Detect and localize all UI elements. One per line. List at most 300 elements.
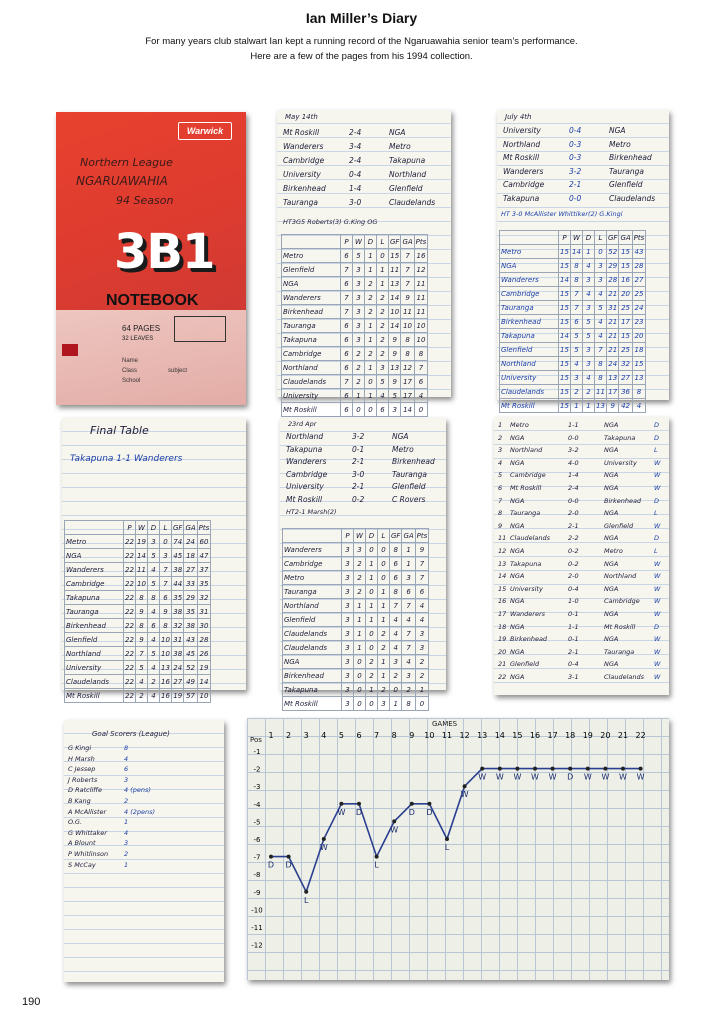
stat-cell: 1: [402, 557, 415, 571]
final-table-page-photo: [62, 418, 246, 700]
table-header-cell: W: [354, 529, 366, 543]
stat-cell: 15: [559, 357, 571, 371]
stat-cell: 11: [414, 291, 428, 305]
table-header-cell: GA: [619, 231, 632, 245]
stat-cell: 6: [402, 585, 415, 599]
stat-cell: 25: [619, 301, 632, 315]
stat-cell: 2: [366, 669, 378, 683]
july-scorers: HT 3-0 McAllister Whittiker(2) G.Kingi: [501, 210, 623, 218]
score: 1-4: [349, 184, 362, 193]
team-name: Birkenhead: [282, 305, 341, 319]
team-name: Birkenhead: [500, 315, 559, 329]
team-name: Glenfield: [65, 633, 124, 647]
game-number: 5: [498, 471, 503, 480]
x-tick-label: 22: [635, 731, 646, 740]
stat-cell: 0: [366, 627, 378, 641]
away-team: NGA: [389, 128, 406, 137]
home-team: Wanderers: [283, 142, 324, 151]
table-header-row: [500, 231, 646, 245]
home-team: Northland: [510, 446, 543, 455]
table-row: [283, 557, 429, 571]
score: 2-1: [568, 521, 579, 530]
result-letter: W: [513, 772, 522, 782]
stat-cell: 0: [415, 697, 429, 711]
team-name: Claudelands: [283, 641, 342, 655]
stat-cell: 22: [124, 633, 136, 647]
home-team: Takapuna: [510, 559, 542, 568]
stat-cell: 1: [378, 585, 390, 599]
away-team: Birkenhead: [392, 457, 435, 466]
stat-cell: 2: [571, 385, 583, 399]
away-team: Glenfield: [389, 184, 423, 193]
stat-cell: 9: [607, 399, 619, 413]
stat-cell: 22: [124, 591, 136, 605]
result-letter: D: [285, 860, 292, 870]
stat-cell: 2: [378, 641, 390, 655]
stat-cell: 3: [342, 683, 354, 697]
position-point: [445, 837, 449, 841]
table-row: [282, 305, 428, 319]
stat-cell: 1: [378, 655, 390, 669]
stat-cell: 4: [415, 599, 429, 613]
stat-cell: 6: [341, 249, 353, 263]
stat-cell: 1: [366, 599, 378, 613]
score: 3-2: [568, 446, 579, 455]
score: 2-4: [349, 128, 362, 137]
scorer-goals: 1: [124, 860, 129, 869]
stat-cell: 22: [124, 661, 136, 675]
x-tick-label: 20: [600, 731, 611, 740]
stat-cell: 9: [160, 605, 172, 619]
table-row: [500, 301, 646, 315]
table-row: [283, 655, 429, 669]
table-header-cell: P: [559, 231, 571, 245]
table-header-cell: L: [160, 521, 172, 535]
stat-cell: 11: [401, 305, 414, 319]
table-header-cell: L: [377, 235, 389, 249]
position-point: [498, 767, 502, 771]
stat-cell: 6: [341, 403, 353, 417]
stat-cell: 5: [389, 389, 401, 403]
table-row: [500, 287, 646, 301]
team-name: Cambridge: [65, 577, 124, 591]
table-row: [500, 371, 646, 385]
stat-cell: 43: [184, 633, 197, 647]
away-team: Glenfield: [392, 482, 426, 491]
team-name: Cambridge: [282, 347, 341, 361]
y-tick-label: -5: [253, 818, 261, 827]
team-name: Wanderers: [500, 273, 559, 287]
stat-cell: 3: [353, 333, 365, 347]
stat-cell: 3: [342, 571, 354, 585]
scorer-name: H Marsh: [68, 754, 95, 763]
score: 2-1: [568, 647, 579, 656]
stat-cell: 9: [389, 375, 401, 389]
result: W: [654, 647, 661, 656]
stat-cell: 6: [390, 571, 402, 585]
stat-cell: 10: [414, 333, 428, 347]
table-header-cell: L: [378, 529, 390, 543]
stat-cell: 4: [595, 287, 607, 301]
team-name: Northland: [65, 647, 124, 661]
stat-cell: 2: [365, 277, 377, 291]
away-team: NGA: [604, 421, 619, 429]
team-name: NGA: [283, 655, 342, 669]
home-team: University: [283, 170, 321, 179]
home-team: Wanderers: [503, 166, 544, 176]
position-point: [269, 855, 273, 859]
score: 0-0: [569, 193, 582, 203]
graph-pos-label: Pos: [250, 736, 262, 744]
stat-cell: 6: [160, 591, 172, 605]
stat-cell: 3: [148, 535, 160, 549]
stat-cell: 3: [353, 291, 365, 305]
table-header-cell: [65, 521, 124, 535]
result-letter: W: [319, 843, 328, 852]
table-row: [500, 245, 646, 259]
stat-cell: 26: [197, 647, 211, 661]
x-tick-label: 19: [582, 731, 593, 740]
stat-cell: 13: [595, 399, 607, 413]
stat-cell: 9: [389, 347, 401, 361]
stat-cell: 32: [172, 619, 184, 633]
stat-cell: 22: [124, 689, 136, 703]
stat-cell: 3: [389, 403, 401, 417]
stat-cell: 4: [583, 259, 595, 273]
result: D: [654, 534, 660, 543]
stat-cell: 28: [632, 259, 646, 273]
stat-cell: 4: [136, 675, 148, 689]
stat-cell: 3: [342, 655, 354, 669]
stat-cell: 3: [415, 627, 429, 641]
away-team: NGA: [604, 509, 619, 518]
stat-cell: 6: [571, 315, 583, 329]
score: 2-4: [568, 484, 579, 492]
stat-cell: 7: [390, 599, 402, 613]
may-header: May 14th: [285, 113, 318, 121]
team-name: Tauranga: [500, 301, 559, 315]
table-row: [283, 585, 429, 599]
stat-cell: 5: [148, 549, 160, 563]
table-header-cell: D: [583, 231, 595, 245]
stat-cell: 3: [342, 669, 354, 683]
stat-cell: 3: [342, 697, 354, 711]
team-name: University: [65, 661, 124, 675]
stat-cell: 16: [619, 273, 632, 287]
result-letter: W: [619, 772, 627, 782]
subtitle-line-1: For many years club stalwart Ian kept a running record of the Ngaruawahia senior team’s performance.: [145, 36, 578, 47]
table-row: [282, 263, 428, 277]
table-row: [65, 661, 211, 675]
team-name: Wanderers: [65, 563, 124, 577]
stat-cell: 7: [160, 563, 172, 577]
stat-cell: 4: [390, 641, 402, 655]
table-header-cell: Pts: [414, 235, 428, 249]
stat-cell: 4: [148, 689, 160, 703]
table-header-cell: Pts: [632, 231, 646, 245]
position-point: [603, 767, 607, 771]
stat-cell: 0: [353, 403, 365, 417]
stat-cell: 9: [136, 633, 148, 647]
home-team: Cambridge: [503, 180, 545, 189]
score: 3-4: [349, 142, 362, 151]
home-team: NGA: [510, 521, 525, 530]
cover-label-box: [174, 316, 226, 342]
april-23-page-photo: [280, 418, 446, 708]
stat-cell: 0: [595, 245, 607, 259]
away-team: Cambridge: [604, 597, 640, 606]
team-name: Claudelands: [65, 675, 124, 689]
result-letter: L: [374, 860, 379, 870]
away-team: Metro: [609, 139, 631, 149]
game-number: 8: [498, 509, 503, 518]
stat-cell: 31: [197, 605, 211, 619]
home-team: Mt Roskill: [286, 494, 323, 504]
game-number: 19: [498, 635, 507, 644]
home-team: Mt Roskill: [283, 128, 320, 137]
table-header-row: [65, 521, 211, 535]
stat-cell: 9: [389, 333, 401, 347]
stat-cell: 4: [377, 389, 389, 403]
table-row: [282, 249, 428, 263]
stat-cell: 0: [354, 697, 366, 711]
stat-cell: 0: [390, 683, 402, 697]
team-name: University: [282, 389, 341, 403]
position-point: [287, 855, 291, 859]
stat-cell: 0: [365, 375, 377, 389]
y-tick-label: -7: [253, 853, 261, 862]
stat-cell: 2: [365, 291, 377, 305]
stat-cell: 3: [342, 641, 354, 655]
team-name: Northland: [283, 599, 342, 613]
table-row: [500, 399, 646, 413]
stat-cell: 0: [378, 571, 390, 585]
stat-cell: 20: [632, 329, 646, 343]
stat-cell: 21: [607, 343, 619, 357]
stat-cell: 4: [595, 329, 607, 343]
stat-cell: 19: [197, 661, 211, 675]
score: 0-0: [568, 433, 579, 442]
graph-games-label: GAMES: [432, 720, 458, 728]
away-team: Metro: [604, 547, 623, 555]
away-team: Birkenhead: [609, 153, 652, 162]
stat-cell: 30: [197, 619, 211, 633]
stat-cell: 0: [160, 535, 172, 549]
stat-cell: 5: [353, 249, 365, 263]
stat-cell: 10: [389, 305, 401, 319]
position-point: [515, 767, 519, 771]
home-team: NGA: [510, 496, 525, 505]
stat-cell: 12: [401, 361, 414, 375]
away-team: Glenfield: [609, 180, 643, 189]
result-letter: W: [601, 772, 610, 782]
stat-cell: 13: [389, 277, 401, 291]
home-team: University: [503, 126, 541, 135]
table-row: [65, 619, 211, 633]
result: L: [654, 509, 658, 518]
game-number: 16: [498, 597, 507, 606]
table-header-cell: W: [571, 231, 583, 245]
home-team: NGA: [510, 433, 525, 442]
stat-cell: 4: [148, 661, 160, 675]
game-number: 21: [498, 660, 507, 669]
result: W: [654, 673, 661, 681]
home-team: Wanderers: [286, 457, 327, 466]
stat-cell: 5: [595, 301, 607, 315]
stat-cell: 3: [583, 357, 595, 371]
stat-cell: 29: [607, 259, 619, 273]
scorer-goals: 8: [124, 744, 129, 752]
page-number: 190: [22, 996, 41, 1008]
position-point: [375, 855, 379, 859]
score: 3-2: [569, 166, 582, 176]
notebook-cover-photo: [56, 112, 246, 405]
notebook-label: NOTEBOOK: [106, 292, 199, 309]
stat-cell: 1: [378, 613, 390, 627]
stat-cell: 3: [415, 641, 429, 655]
away-team: NGA: [604, 484, 619, 492]
cover-red-panel: [56, 112, 246, 310]
home-team: Birkenhead: [283, 184, 326, 193]
x-tick-label: 2: [286, 731, 292, 740]
stat-cell: 8: [595, 371, 607, 385]
stat-cell: 29: [184, 591, 197, 605]
stat-cell: 14: [571, 245, 583, 259]
away-team: Claudelands: [604, 673, 644, 681]
stat-cell: 10: [197, 689, 211, 703]
position-point: [427, 802, 431, 806]
stat-cell: 8: [136, 619, 148, 633]
away-team: Metro: [392, 444, 414, 454]
score: 0-2: [568, 559, 579, 568]
stat-cell: 52: [607, 245, 619, 259]
stat-cell: 3: [353, 263, 365, 277]
stat-cell: 4: [632, 399, 646, 413]
stat-cell: 2: [377, 347, 389, 361]
score: 2-1: [569, 180, 582, 189]
stat-cell: 9: [415, 543, 429, 557]
final-league-table: [64, 520, 211, 703]
result: W: [654, 572, 661, 581]
score: 0-4: [569, 126, 582, 135]
may-league-table: [281, 234, 428, 417]
stat-cell: 8: [401, 347, 414, 361]
away-team: NGA: [609, 126, 626, 135]
x-tick-label: 17: [547, 731, 558, 740]
stat-cell: 13: [632, 371, 646, 385]
stat-cell: 15: [559, 301, 571, 315]
stat-cell: 14: [136, 549, 148, 563]
stat-cell: 0: [365, 403, 377, 417]
away-team: Northland: [604, 572, 637, 581]
score: 0-1: [352, 444, 365, 454]
table-header-cell: GF: [607, 231, 619, 245]
stat-cell: 15: [632, 357, 646, 371]
goal-scorers-page-photo: [64, 720, 224, 982]
position-point: [322, 837, 326, 841]
position-point: [304, 890, 308, 894]
stat-cell: 2: [136, 689, 148, 703]
stat-cell: 37: [197, 563, 211, 577]
x-tick-label: 13: [477, 731, 488, 740]
result: W: [654, 521, 661, 530]
x-tick-label: 9: [409, 731, 415, 740]
team-name: Cambridge: [283, 557, 342, 571]
result-letter: L: [303, 895, 309, 905]
stat-cell: 6: [390, 557, 402, 571]
score: 0-1: [568, 635, 579, 644]
result-letter: D: [567, 772, 574, 782]
stat-cell: 2: [366, 655, 378, 669]
stat-cell: 15: [559, 385, 571, 399]
game-number: 12: [498, 547, 507, 555]
position-chart: [247, 718, 669, 980]
game-number: 7: [498, 496, 503, 505]
stat-cell: 0: [354, 683, 366, 697]
stat-cell: 74: [172, 535, 184, 549]
table-row: [283, 571, 429, 585]
stat-cell: 7: [136, 647, 148, 661]
stat-cell: 35: [184, 605, 197, 619]
position-point: [533, 767, 537, 771]
stat-cell: 3: [583, 343, 595, 357]
table-header-cell: W: [136, 521, 148, 535]
result-letter: D: [426, 807, 433, 817]
position-line: [271, 769, 641, 892]
stat-cell: 32: [619, 357, 632, 371]
stat-cell: 10: [160, 633, 172, 647]
away-team: NGA: [392, 432, 409, 441]
stat-cell: 23: [632, 315, 646, 329]
stat-cell: 11: [414, 277, 428, 291]
table-row: [283, 641, 429, 655]
team-name: Takapuna: [65, 591, 124, 605]
home-team: Northland: [286, 432, 324, 441]
stat-cell: 57: [184, 689, 197, 703]
scorer-name: O.G.: [68, 818, 83, 827]
game-number: 3: [498, 446, 503, 455]
stat-cell: 6: [341, 361, 353, 375]
stat-cell: 1: [571, 399, 583, 413]
scorer-goals: 4: [124, 828, 129, 837]
score: 0-4: [568, 660, 579, 669]
home-team: Takapuna: [503, 193, 540, 203]
notebook-code: 3B1: [114, 224, 215, 280]
away-team: University: [604, 458, 637, 467]
stat-cell: 0: [354, 655, 366, 669]
team-name: NGA: [500, 259, 559, 273]
result: W: [654, 610, 661, 618]
stat-cell: 7: [415, 571, 429, 585]
position-graph-photo: [247, 718, 669, 980]
stat-cell: 11: [136, 563, 148, 577]
table-row: [500, 343, 646, 357]
stat-cell: 2: [378, 683, 390, 697]
stat-cell: 3: [160, 549, 172, 563]
stat-cell: 8: [160, 619, 172, 633]
away-team: Takapuna: [604, 433, 636, 442]
stat-cell: 0: [378, 557, 390, 571]
stat-cell: 5: [583, 329, 595, 343]
stat-cell: 1: [390, 697, 402, 711]
score: 2-1: [352, 457, 365, 466]
stat-cell: 2: [354, 557, 366, 571]
home-team: University: [286, 482, 324, 491]
stat-cell: 21: [607, 315, 619, 329]
team-name: NGA: [282, 277, 341, 291]
home-team: Metro: [510, 421, 529, 429]
scorer-name: D Ratcliffe: [68, 786, 102, 795]
